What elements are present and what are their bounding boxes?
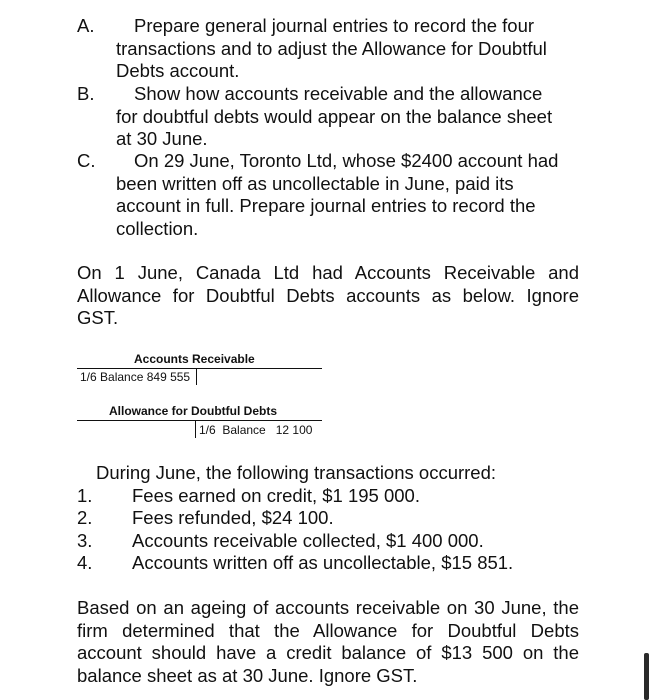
question-b-line-1: Show how accounts receivable and the allowance bbox=[134, 83, 543, 104]
question-c-line-1: On 29 June, Toronto Ltd, whose $2400 account had bbox=[134, 150, 559, 171]
accounts-receivable-debit-entry: 1/6 Balance 849 555 bbox=[80, 370, 191, 384]
vertical-scrollbar-thumb[interactable] bbox=[644, 653, 649, 700]
transaction-1-text: Fees earned on credit, $1 195 000. bbox=[132, 484, 420, 506]
question-c-line-4: collection. bbox=[116, 217, 199, 239]
allowance-vertical-rule bbox=[195, 420, 196, 438]
question-a-line-3: Debts account. bbox=[116, 60, 240, 81]
transaction-4-number: 4. bbox=[77, 552, 93, 573]
accounts-receivable-title: Accounts Receivable bbox=[134, 352, 255, 366]
transactions-intro: During June, the following transactions occurred: bbox=[96, 462, 497, 483]
question-c-line-3: account in full. Prepare journal entries to record the bbox=[116, 195, 536, 216]
transaction-3-text: Accounts receivable collected, $1 400 000. bbox=[132, 529, 484, 551]
closing-paragraph: Based on an ageing of accounts receivable on 30 June, the firm determined that the Allowance for Doubtful Debts account should have a credit balance of $13 500 on the balance sheet as at 30 June. Ignore GST. bbox=[77, 597, 579, 686]
intro-paragraph: On 1 June, Canada Ltd had Accounts Receivable and Allowance for Doubtful Debts accounts as below. Ignore GST. bbox=[77, 262, 579, 328]
allowance-credit-entry: 1/6 Balance 12 100 bbox=[199, 423, 313, 437]
question-b-line-2: for doubtful debts would appear on the balance sheet bbox=[116, 105, 553, 127]
question-a-letter: A. bbox=[77, 15, 95, 36]
transaction-2-number: 2. bbox=[77, 507, 93, 528]
accounts-receivable-vertical-rule bbox=[196, 368, 197, 385]
transaction-2-text: Fees refunded, $24 100. bbox=[132, 507, 334, 528]
transaction-3-number: 3. bbox=[77, 529, 93, 551]
accounts-receivable-horizontal-rule bbox=[77, 368, 322, 369]
allowance-title: Allowance for Doubtful Debts bbox=[109, 404, 277, 418]
question-a-line-2: transactions and to adjust the Allowance for Doubtful bbox=[116, 37, 547, 59]
transaction-1-number: 1. bbox=[77, 484, 93, 506]
question-b-letter: B. bbox=[77, 83, 95, 104]
question-c-letter: C. bbox=[77, 150, 96, 171]
question-b-line-3: at 30 June. bbox=[116, 128, 208, 149]
question-c-line-2: been written off as uncollectable in June, paid its bbox=[116, 172, 514, 194]
allowance-horizontal-rule bbox=[77, 420, 322, 421]
transaction-4-text: Accounts written off as uncollectable, $15 851. bbox=[132, 552, 514, 573]
question-a-line-1: Prepare general journal entries to record the four bbox=[134, 15, 535, 36]
